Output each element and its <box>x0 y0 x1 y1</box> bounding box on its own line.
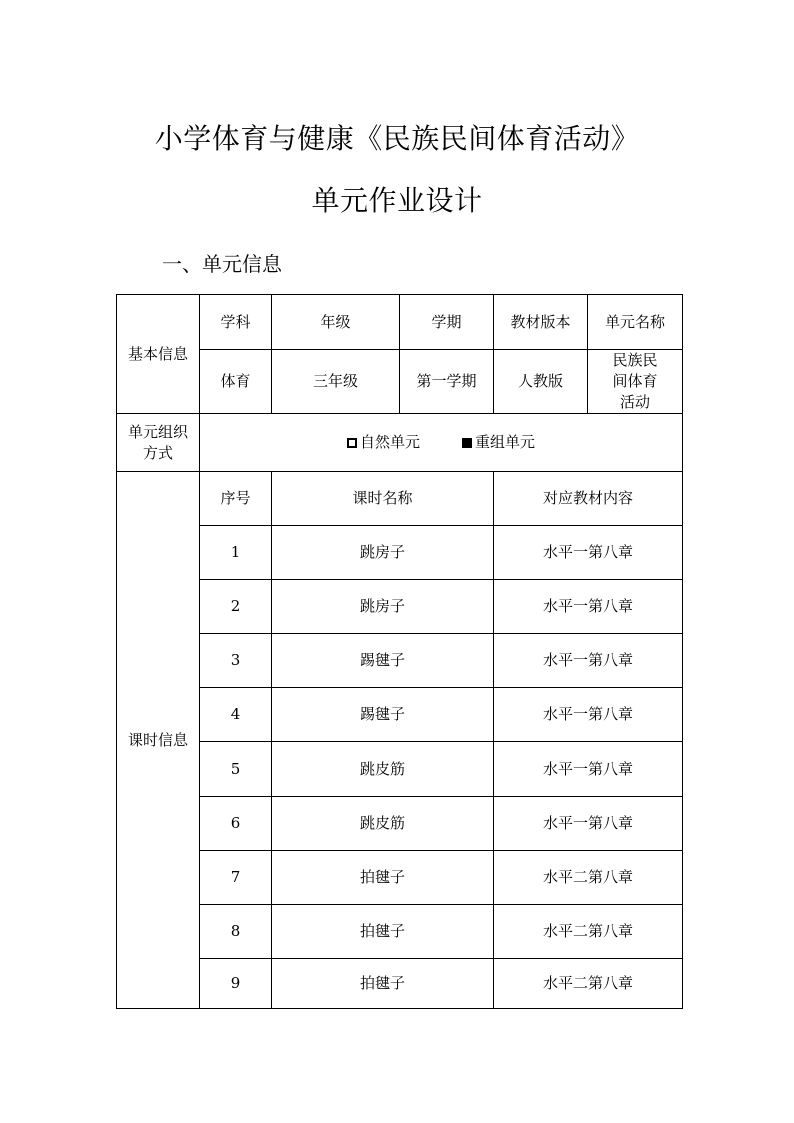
lesson-content: 水平一第八章 <box>494 580 683 634</box>
lesson-content: 水平一第八章 <box>494 526 683 580</box>
header-lesson-name: 课时名称 <box>272 472 494 526</box>
lesson-name: 跳房子 <box>272 580 494 634</box>
option-natural-unit-label: 自然单元 <box>359 433 420 451</box>
lesson-content: 水平二第八章 <box>494 905 683 959</box>
lesson-name: 拍毽子 <box>272 851 494 905</box>
lesson-content: 水平一第八章 <box>494 688 683 742</box>
lesson-content: 水平一第八章 <box>494 634 683 688</box>
checkbox-empty-icon[interactable] <box>347 438 357 448</box>
table-row <box>117 959 683 1009</box>
header-index: 序号 <box>200 472 272 526</box>
lesson-index: 7 <box>200 851 272 905</box>
lesson-index: 3 <box>200 634 272 688</box>
value-semester: 第一学期 <box>400 350 494 414</box>
checkbox-filled-icon[interactable] <box>462 438 472 448</box>
header-textbook-content: 对应教材内容 <box>494 472 683 526</box>
option-regroup-unit-label: 重组单元 <box>475 433 536 451</box>
option-regroup-unit[interactable] <box>462 432 535 453</box>
lesson-name: 跳皮筋 <box>272 742 494 797</box>
table-row <box>117 905 683 959</box>
lesson-name: 踢毽子 <box>272 688 494 742</box>
document-title-line-2: 单元作业设计 <box>311 184 483 217</box>
unit-info-table <box>116 294 683 1009</box>
organization-label <box>117 414 200 472</box>
table-row <box>117 742 683 797</box>
value-unit-name <box>588 350 683 414</box>
value-textbook-edition: 人教版 <box>494 350 588 414</box>
header-unit-name: 单元名称 <box>588 295 683 350</box>
value-grade: 三年级 <box>272 350 400 414</box>
header-grade: 年级 <box>272 295 400 350</box>
table-row <box>117 526 683 580</box>
document-title-line-1: 小学体育与健康《民族民间体育活动》 <box>154 122 640 155</box>
lesson-index: 6 <box>200 797 272 851</box>
lesson-name: 踢毽子 <box>272 634 494 688</box>
value-subject: 体育 <box>200 350 272 414</box>
lesson-index: 4 <box>200 688 272 742</box>
table-row <box>117 634 683 688</box>
organization-label-text: 单元组织方式 <box>128 422 189 462</box>
lesson-index: 5 <box>200 742 272 797</box>
lesson-name: 跳皮筋 <box>272 797 494 851</box>
header-textbook-edition: 教材版本 <box>494 295 588 350</box>
table-row <box>117 580 683 634</box>
lesson-info-label: 课时信息 <box>117 472 200 1009</box>
lesson-name: 跳房子 <box>272 526 494 580</box>
lesson-name: 拍毽子 <box>272 905 494 959</box>
lesson-index: 8 <box>200 905 272 959</box>
table-row <box>117 851 683 905</box>
lesson-name: 拍毽子 <box>272 959 494 1009</box>
lesson-index: 2 <box>200 580 272 634</box>
header-semester: 学期 <box>400 295 494 350</box>
unit-name-text: 民族民间体育活动 <box>612 351 658 411</box>
lesson-content: 水平二第八章 <box>494 959 683 1009</box>
option-natural-unit[interactable] <box>347 432 420 453</box>
table-row <box>117 797 683 851</box>
basic-info-label: 基本信息 <box>117 295 200 414</box>
section-heading: 一、单元信息 <box>162 252 282 276</box>
lesson-content: 水平二第八章 <box>494 851 683 905</box>
header-subject: 学科 <box>200 295 272 350</box>
lesson-index: 1 <box>200 526 272 580</box>
lesson-content: 水平一第八章 <box>494 742 683 797</box>
organization-options <box>200 414 683 472</box>
lesson-content: 水平一第八章 <box>494 797 683 851</box>
lesson-index: 9 <box>200 959 272 1009</box>
table-row <box>117 688 683 742</box>
